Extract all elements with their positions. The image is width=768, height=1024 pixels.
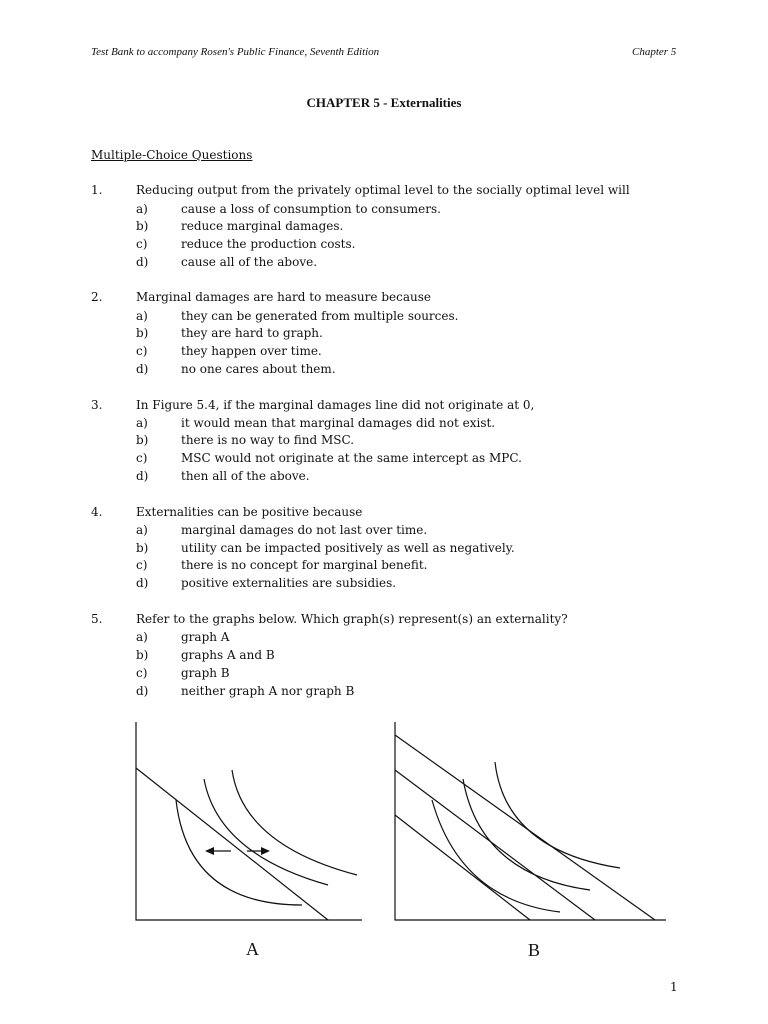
option-text: graph B <box>181 666 230 680</box>
option-text: they are hard to graph. <box>181 326 323 340</box>
option-label: a) <box>136 309 148 323</box>
option-text: then all of the above. <box>181 469 310 483</box>
chapter-title: CHAPTER 5 - Externalities <box>306 95 462 110</box>
option-label: c) <box>136 558 148 572</box>
graph-a-left-arrowhead <box>205 847 214 855</box>
option-label: a) <box>136 523 148 537</box>
option-label: c) <box>136 344 148 358</box>
option-text: marginal damages do not last over time. <box>181 523 428 537</box>
question-text: Refer to the graphs below. Which graph(s) represent(s) an externality? <box>136 612 568 626</box>
option-label: d) <box>136 469 149 483</box>
option-label: d) <box>136 255 149 269</box>
option-text: reduce the production costs. <box>181 237 356 251</box>
graph-a-label: A <box>246 939 259 959</box>
option-text: no one cares about them. <box>181 362 336 376</box>
graph-b-budget-line-low <box>395 815 530 920</box>
option-label: d) <box>136 362 149 376</box>
question-number: 4. <box>91 505 103 519</box>
option-text: graph A <box>181 630 230 644</box>
option-label: b) <box>136 326 149 340</box>
option-text: positive externalities are subsidies. <box>181 576 397 590</box>
graph-b-budget-line-mid <box>395 770 595 920</box>
option-text: cause all of the above. <box>181 255 318 269</box>
option-label: d) <box>136 684 149 698</box>
graph-b-indifference-curve-low <box>432 800 560 912</box>
option-text: they can be generated from multiple sources. <box>181 309 459 323</box>
option-label: a) <box>136 202 148 216</box>
option-label: b) <box>136 219 149 233</box>
option-label: c) <box>136 451 148 465</box>
page-number: 1 <box>670 980 678 994</box>
option-text: it would mean that marginal damages did not exist. <box>181 416 496 430</box>
graph-a <box>136 722 362 920</box>
section-title: Multiple-Choice Questions <box>91 148 253 162</box>
graph-a-right-arrowhead <box>261 847 270 855</box>
option-text: there is no way to find MSC. <box>181 433 355 447</box>
option-text: there is no concept for marginal benefit. <box>181 558 428 572</box>
option-text: MSC would not originate at the same intercept as MPC. <box>181 451 522 465</box>
question-number: 2. <box>91 290 103 304</box>
running-header-chapter: Chapter 5 <box>632 46 677 58</box>
question-text: Marginal damages are hard to measure because <box>136 290 431 304</box>
question-number: 1. <box>91 183 103 197</box>
graph-b-axes <box>395 722 666 920</box>
option-label: c) <box>136 237 148 251</box>
graph-b-indifference-curve-mid <box>463 779 590 890</box>
option-text: reduce marginal damages. <box>181 219 344 233</box>
option-text: cause a loss of consumption to consumers. <box>181 202 441 216</box>
question-number: 5. <box>91 612 103 626</box>
graph-b <box>395 722 666 920</box>
option-label: a) <box>136 416 148 430</box>
running-header-title: Test Bank to accompany Rosen's Public Finance, Seventh Edition <box>91 46 380 58</box>
graph-a-budget-line <box>136 768 328 920</box>
graph-a-indifference-curve-low <box>176 800 302 905</box>
option-label: c) <box>136 666 148 680</box>
option-text: utility can be impacted positively as well as negatively. <box>181 541 515 555</box>
option-text: neither graph A nor graph B <box>181 684 355 698</box>
question-number: 3. <box>91 398 103 412</box>
graph-a-axes <box>136 722 362 920</box>
option-label: b) <box>136 648 149 662</box>
option-label: a) <box>136 630 148 644</box>
question-text: Externalities can be positive because <box>136 505 363 519</box>
graph-b-label: B <box>528 940 541 960</box>
option-text: graphs A and B <box>181 648 275 662</box>
option-label: b) <box>136 433 149 447</box>
graph-b-indifference-curve-high <box>495 762 620 868</box>
option-text: they happen over time. <box>181 344 322 358</box>
option-label: b) <box>136 541 149 555</box>
option-label: d) <box>136 576 149 590</box>
question-text: Reducing output from the privately optimal level to the socially optimal level will <box>136 183 630 197</box>
question-text: In Figure 5.4, if the marginal damages line did not originate at 0, <box>136 398 535 412</box>
